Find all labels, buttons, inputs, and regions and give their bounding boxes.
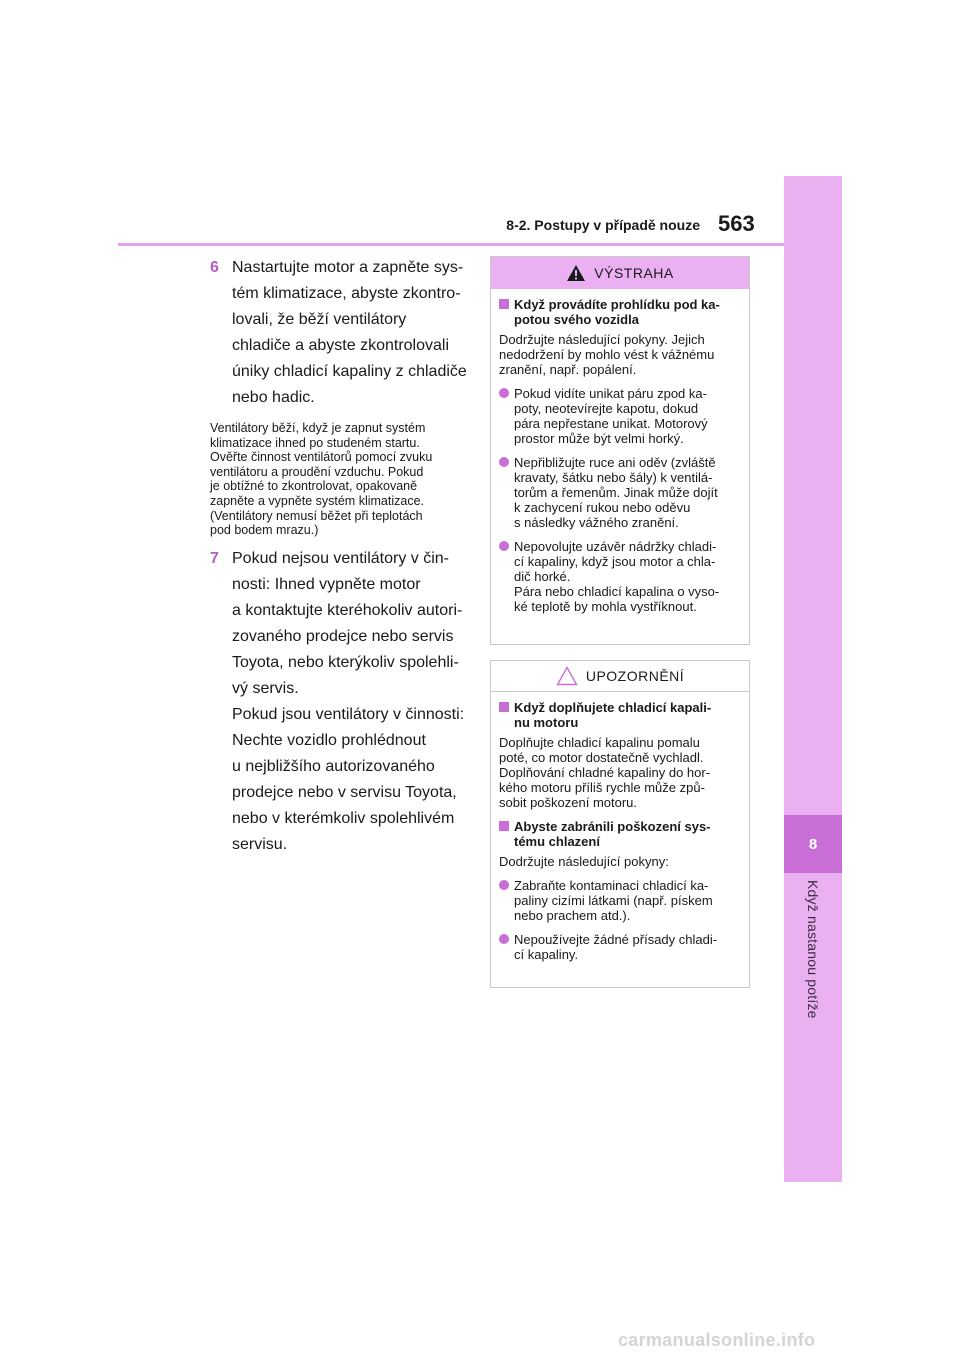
caution-title: UPOZORNĚNÍ [585, 668, 685, 684]
step-note: Ventilátory běží, když je zapnut systém klimatizace ihned po studeném startu. Ověřte činnost ventilátorů pomocí zvuku ventilátoru a proudění vzduchu. Pokud je obtížné to zkontrolovat, opakovaně zapněte a vypněte systém klimatizace. (Ventilátory nemusí běžet při teplotách pod bodem mrazu.) [210, 421, 433, 538]
circle-bullet-icon [499, 880, 509, 890]
page-number: 563 [718, 211, 755, 236]
warning-box [490, 256, 750, 645]
section-title: 8-2. Postupy v případě nouze [506, 217, 700, 233]
main-column [210, 255, 470, 864]
caution-triangle-icon [556, 666, 578, 686]
caution-bullet: Nepoužívejte žádné přísady chladi- cí kapaliny. [499, 932, 741, 962]
caution-bullet: Zabraňte kontaminaci chladicí ka- paliny cizími látkami (např. pískem nebo prachem atd.). [499, 878, 741, 923]
warning-bullet: Nepřibližujte ruce ani oděv (zvláště kravaty, šátku nebo šály) k ventilá- torům a řemenům. Jinak může dojít k zachycení rukou nebo oděvu s následky vážného zranění. [499, 455, 741, 530]
step-text: Pokud nejsou ventilátory v čin- nosti: Ihned vypněte motor a kontaktujte kteréhokoliv autori- zovaného prodejce nebo servis Toyota, nebo kterýkoliv spolehli- vý servis. Pokud jsou ventilátory v činnosti: Nechte vozidlo prohlédnout u nejbližšího autorizovaného prodejce nebo v servisu Toyota, nebo v kterémkoliv spolehlivém servisu. [232, 549, 465, 853]
circle-bullet-icon [499, 457, 509, 467]
step-number: 7 [210, 549, 219, 567]
warning-bullet: Pokud vidíte unikat páru zpod ka- poty, neotevírejte kapotu, dokud pára nepřestane unikat. Motorový prostor může být velmi horký. [499, 386, 741, 446]
caution-heading: Když doplňujete chladicí kapali- nu motoru [499, 700, 741, 730]
warning-header [491, 257, 749, 289]
square-bullet-icon [499, 702, 509, 712]
circle-bullet-icon [499, 541, 509, 551]
caution-body [491, 692, 749, 977]
caution-text: Doplňujte chladicí kapalinu pomalu poté, co motor dostatečně vychladl. Doplňování chladné kapaliny do hor- kého motoru příliš rychle může způ- sobit poškození motoru. [499, 735, 711, 810]
warning-intro: Dodržujte následující pokyny. Jejich nedodržení by mohlo vést k vážnému zranění, např. popálení. [499, 332, 715, 377]
caution-header [491, 661, 749, 692]
step-6 [210, 255, 470, 411]
caution-box [490, 660, 750, 988]
header-divider [118, 243, 784, 246]
circle-bullet-icon [499, 388, 509, 398]
circle-bullet-icon [499, 934, 509, 944]
step-number: 6 [210, 259, 219, 276]
square-bullet-icon [499, 821, 509, 831]
warning-triangle-icon [566, 264, 586, 282]
warning-heading: Když provádíte prohlídku pod ka- potou svého vozidla [499, 297, 741, 327]
watermark[interactable]: carmanualsonline.info [618, 1330, 816, 1350]
step-7 [210, 546, 470, 858]
warning-title: VÝSTRAHA [594, 265, 674, 281]
caution-heading: Abyste zabránili poškození sys- tému chlazení [499, 819, 741, 849]
chapter-number: 8 [784, 815, 842, 873]
warning-body [491, 289, 749, 629]
step-text: Nastartujte motor a zapněte sys- tém klimatizace, abyste zkontro- lovali, že běží ventilátory chladiče a abyste zkontrolovali úniky chladicí kapaliny z chladiče nebo hadic. [232, 259, 467, 406]
chapter-label [784, 880, 842, 1040]
caution-text: Dodržujte následující pokyny: [499, 854, 669, 869]
warning-bullet: Nepovolujte uzávěr nádržky chladi- cí kapaliny, když jsou motor a chla- dič horké. Pára nebo chladicí kapalina o vyso- ké teplotě by mohla vystříknout. [499, 539, 741, 614]
chapter-label-text: Když nastanou potíže [805, 880, 821, 1019]
square-bullet-icon [499, 299, 509, 309]
